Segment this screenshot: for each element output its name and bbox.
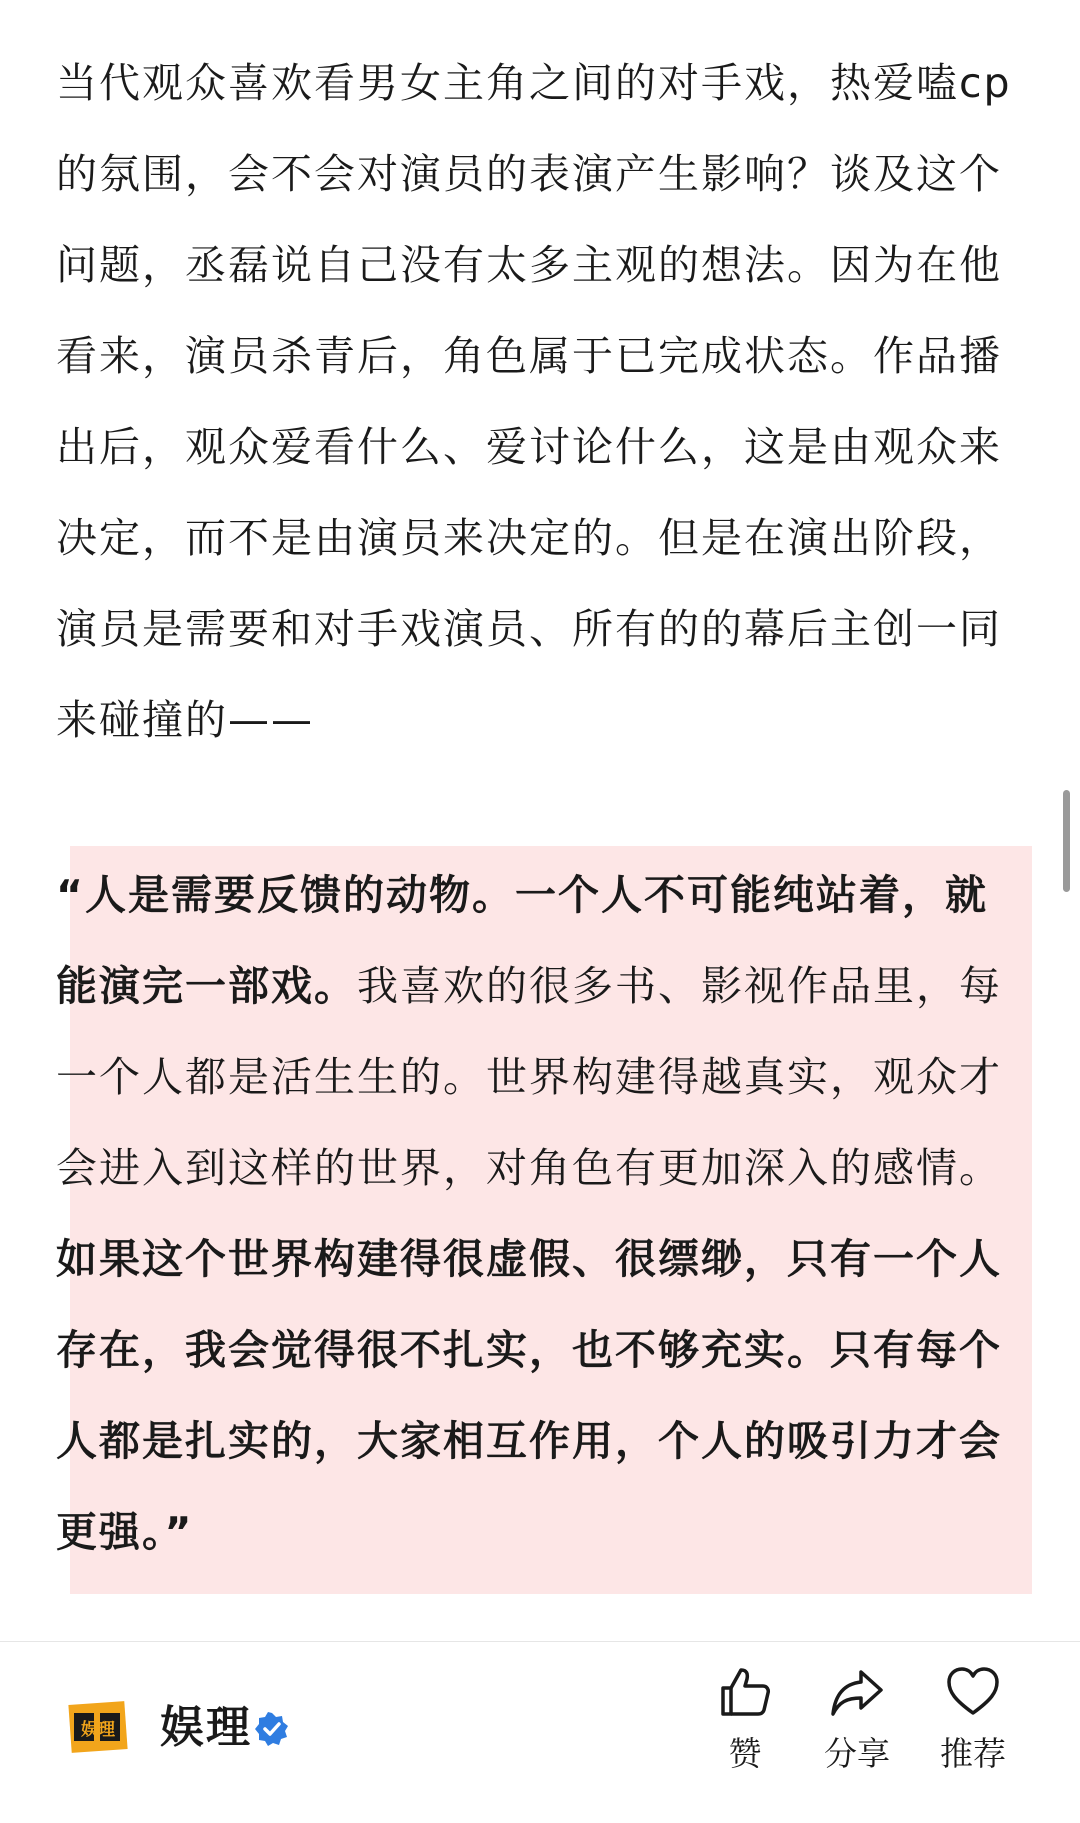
scrollbar-thumb[interactable] (1063, 790, 1070, 892)
like-label: 赞 (728, 1734, 762, 1773)
quote-bold-2: 如果这个世界构建得很虚假、很缥缈，只有一个人存在，我会觉得很不扎实，也不够充实。只有每个人都是扎实的，大家相互作用，个人的吸引力才会更强。” (56, 1235, 1002, 1556)
share-arrow-icon (829, 1664, 885, 1720)
author-name[interactable]: 娱理 (160, 1702, 252, 1753)
verified-check-icon (254, 1711, 290, 1747)
quote-bold-1: “人是需要反馈的动物。一个人不可能纯站着，就能演完一部戏。 (56, 871, 988, 1010)
like-button[interactable] (690, 1664, 800, 1776)
heart-icon (945, 1664, 1001, 1720)
quote-block (56, 850, 1024, 1578)
share-button[interactable] (802, 1664, 912, 1776)
bottom-action-bar (0, 1641, 1080, 1823)
share-label: 分享 (824, 1734, 890, 1773)
thumbs-up-icon (717, 1664, 773, 1720)
quote-normal-1: 我喜欢的很多书、影视作品里，每一个人都是活生生的。世界构建得越真实，观众才会进入到这样的世界，对角色有更加深入的感情。 (56, 962, 1002, 1192)
recommend-button[interactable] (918, 1664, 1028, 1776)
article-paragraph: 当代观众喜欢看男女主角之间的对手戏，热爱嗑cp的氛围，会不会对演员的表演产生影响？谈及这个问题，丞磊说自己没有太多主观的想法。因为在他看来，演员杀青后，角色属于已完成状态。作品播出后，观众爱看什么、爱讨论什么，这是由观众来决定，而不是由演员来决定的。但是在演出阶段，演员是需要和对手戏演员、所有的的幕后主创一同来碰撞的—— (56, 59, 1012, 744)
author-logo-text: 娱理 (81, 1720, 115, 1740)
author-logo-icon[interactable] (66, 1695, 130, 1759)
recommend-label: 推荐 (940, 1734, 1006, 1773)
